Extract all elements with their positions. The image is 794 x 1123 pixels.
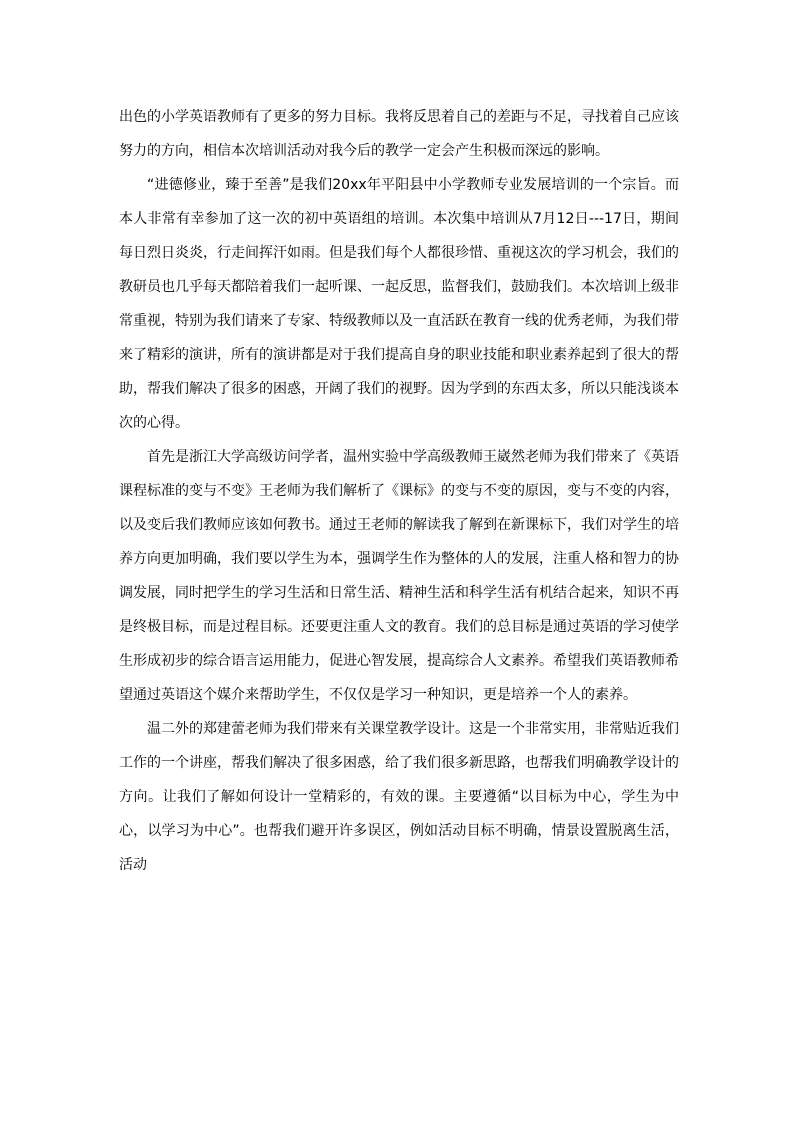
paragraph-3: 首先是浙江大学高级访问学者，温州实验中学高级教师王崴然老师为我们带来了《英语课程标准的变与不变》王老师为我们解析了《课标》的变与不变的原因，变与不变的内容，以及变后我们教师应该如何教书。通过王老师的解读我了解到在新课标下，我们对学生的培养方向更加明确，我们要以学生为本，强调学生作为整体的人的发展，注重人格和智力的协调发展，同时把学生的学习生活和日常生活、精神生活和科学生活有机结合起来，知识不再是终极目标，而是过程目标。还要更注重人文的教育。我们的总目标是通过英语的学习使学生形成初步的综合语言运用能力，促进心智发展，提高综合人文素养。希望我们英语教师希望通过英语这个媒介来帮助学生，不仅仅是学习一种知识，更是培养一个人的素养。: [119, 449, 679, 703]
paragraph-1: 出色的小学英语教师有了更多的努力目标。我将反思着自己的差距与不足，寻找着自己应该努力的方向，相信本次培训活动对我今后的教学一定会产生积极而深远的影响。: [119, 109, 679, 159]
paragraph-4: 温二外的郑建蕾老师为我们带来有关课堂教学设计。这是一个非常实用，非常贴近我们工作的一个讲座，帮我们解决了很多困惑，给了我们很多新思路，也帮我们明确教学设计的方向。让我们了解如何设计一堂精彩的，有效的课。主要遵循“以目标为中心，学生为中心，以学习为中心”。也帮我们避开许多误区，例如活动目标不明确，情景设置脱离生活，活动: [119, 721, 679, 873]
paragraph-2: “进德修业，臻于至善”是我们20xx年平阳县中小学教师专业发展培训的一个宗旨。而本人非常有幸参加了这一次的初中英语组的培训。本次集中培训从7月12日---17日，期间每日烈日炎炎，行走间挥汗如雨。但是我们每个人都很珍惜、重视这次的学习机会，我们的教研员也几乎每天都陪着我们一起听课、一起反思，监督我们，鼓励我们。本次培训上级非常重视，特别为我们请来了专家、特级教师以及一直活跃在教育一线的优秀老师，为我们带来了精彩的演讲，所有的演讲都是对于我们提高自身的职业技能和职业素养起到了很大的帮助，帮我们解决了很多的困惑，开阔了我们的视野。因为学到的东西太多，所以只能浅谈本次的心得。: [119, 177, 679, 431]
document-body: [119, 100, 679, 882]
